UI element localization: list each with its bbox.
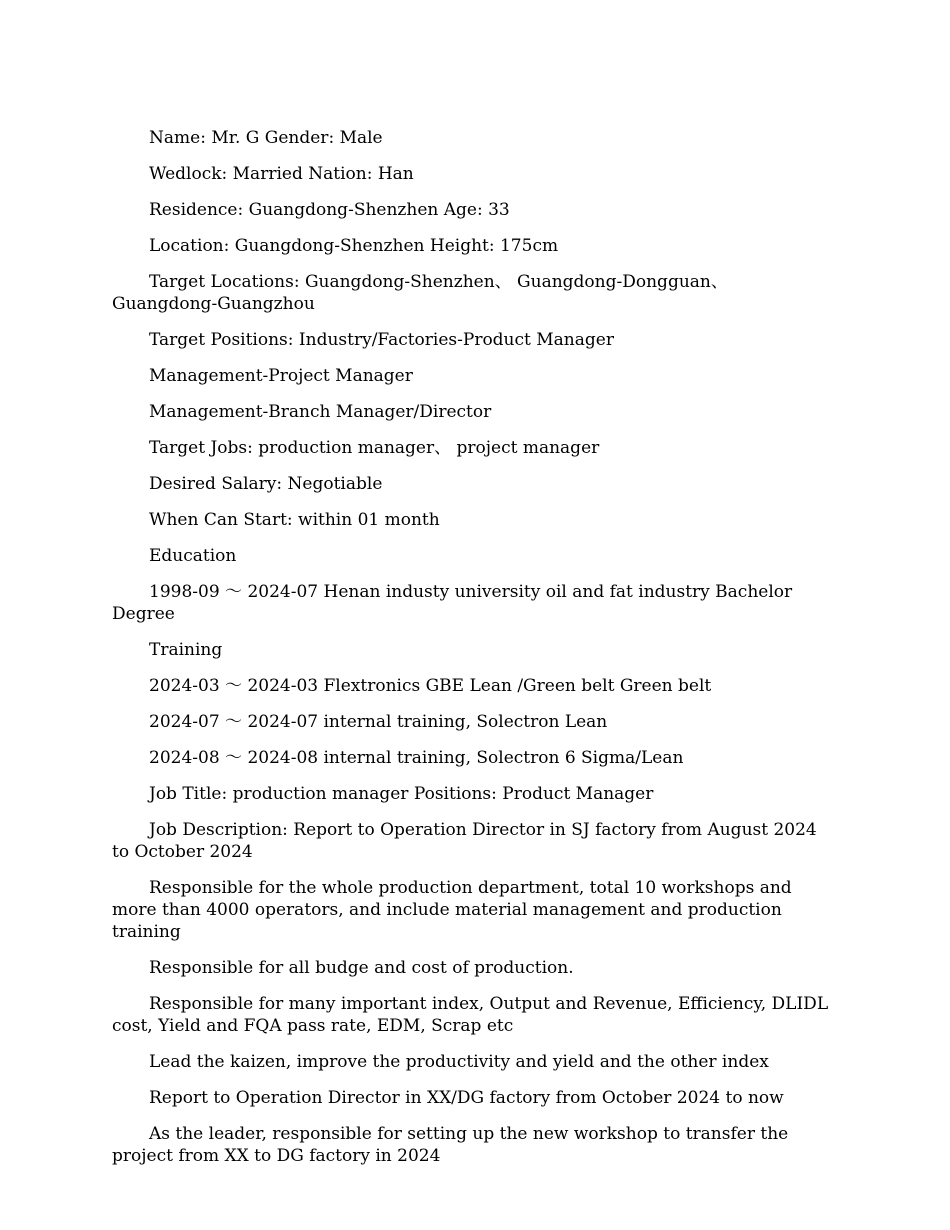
wedlock-nation-line: Wedlock: Married Nation: Han xyxy=(149,164,414,184)
desired-salary-line: Desired Salary: Negotiable xyxy=(149,474,383,494)
residence-age-line: Residence: Guangdong-Shenzhen Age: 33 xyxy=(149,200,510,220)
responsibility-item: Responsible for the whole production department, total 10 workshops and more than 4000 operators, and include material management and production training xyxy=(112,878,792,942)
responsibility-item: Responsible for many important index, Output and Revenue, Efficiency, DLIDL cost, Yield and FQA pass rate, EDM, Scrap etc xyxy=(112,994,829,1036)
resume-body xyxy=(112,127,837,1181)
education-heading: Education xyxy=(149,546,237,566)
responsibility-item: As the leader, responsible for setting up the new workshop to transfer the project from XX to DG factory in 2024 xyxy=(112,1124,789,1166)
job-description-line: Job Description: Report to Operation Director in SJ factory from August 2024 to October 2024 xyxy=(112,820,817,862)
training-entry: 2024-03 ～ 2024-03 Flextronics GBE Lean /Green belt Green belt xyxy=(149,676,712,696)
target-position-item: Management-Branch Manager/Director xyxy=(149,402,492,422)
education-entry: 1998-09 ～ 2024-07 Henan industy university oil and fat industry Bachelor Degree xyxy=(112,582,793,624)
job-title-line: Job Title: production manager Positions: Product Manager xyxy=(149,784,654,804)
location-height-line: Location: Guangdong-Shenzhen Height: 175cm xyxy=(149,236,559,256)
start-date-line: When Can Start: within 01 month xyxy=(149,510,440,530)
target-jobs-line: Target Jobs: production manager、 project manager xyxy=(149,438,600,458)
training-entry: 2024-08 ～ 2024-08 internal training, Solectron 6 Sigma/Lean xyxy=(149,748,684,768)
target-position-item: Management-Project Manager xyxy=(149,366,413,386)
responsibility-item: Lead the kaizen, improve the productivity and yield and the other index xyxy=(149,1052,769,1072)
target-positions-line: Target Positions: Industry/Factories-Product Manager xyxy=(149,330,614,350)
responsibility-item: Responsible for all budge and cost of production. xyxy=(149,958,574,978)
responsibility-item: Report to Operation Director in XX/DG factory from October 2024 to now xyxy=(149,1088,784,1108)
training-heading: Training xyxy=(149,640,223,660)
training-entry: 2024-07 ～ 2024-07 internal training, Solectron Lean xyxy=(149,712,608,732)
name-gender-line: Name: Mr. G Gender: Male xyxy=(149,128,383,148)
target-locations-line: Target Locations: Guangdong-Shenzhen、 Guangdong-Dongguan、 Guangdong-Guangzhou xyxy=(112,272,728,314)
